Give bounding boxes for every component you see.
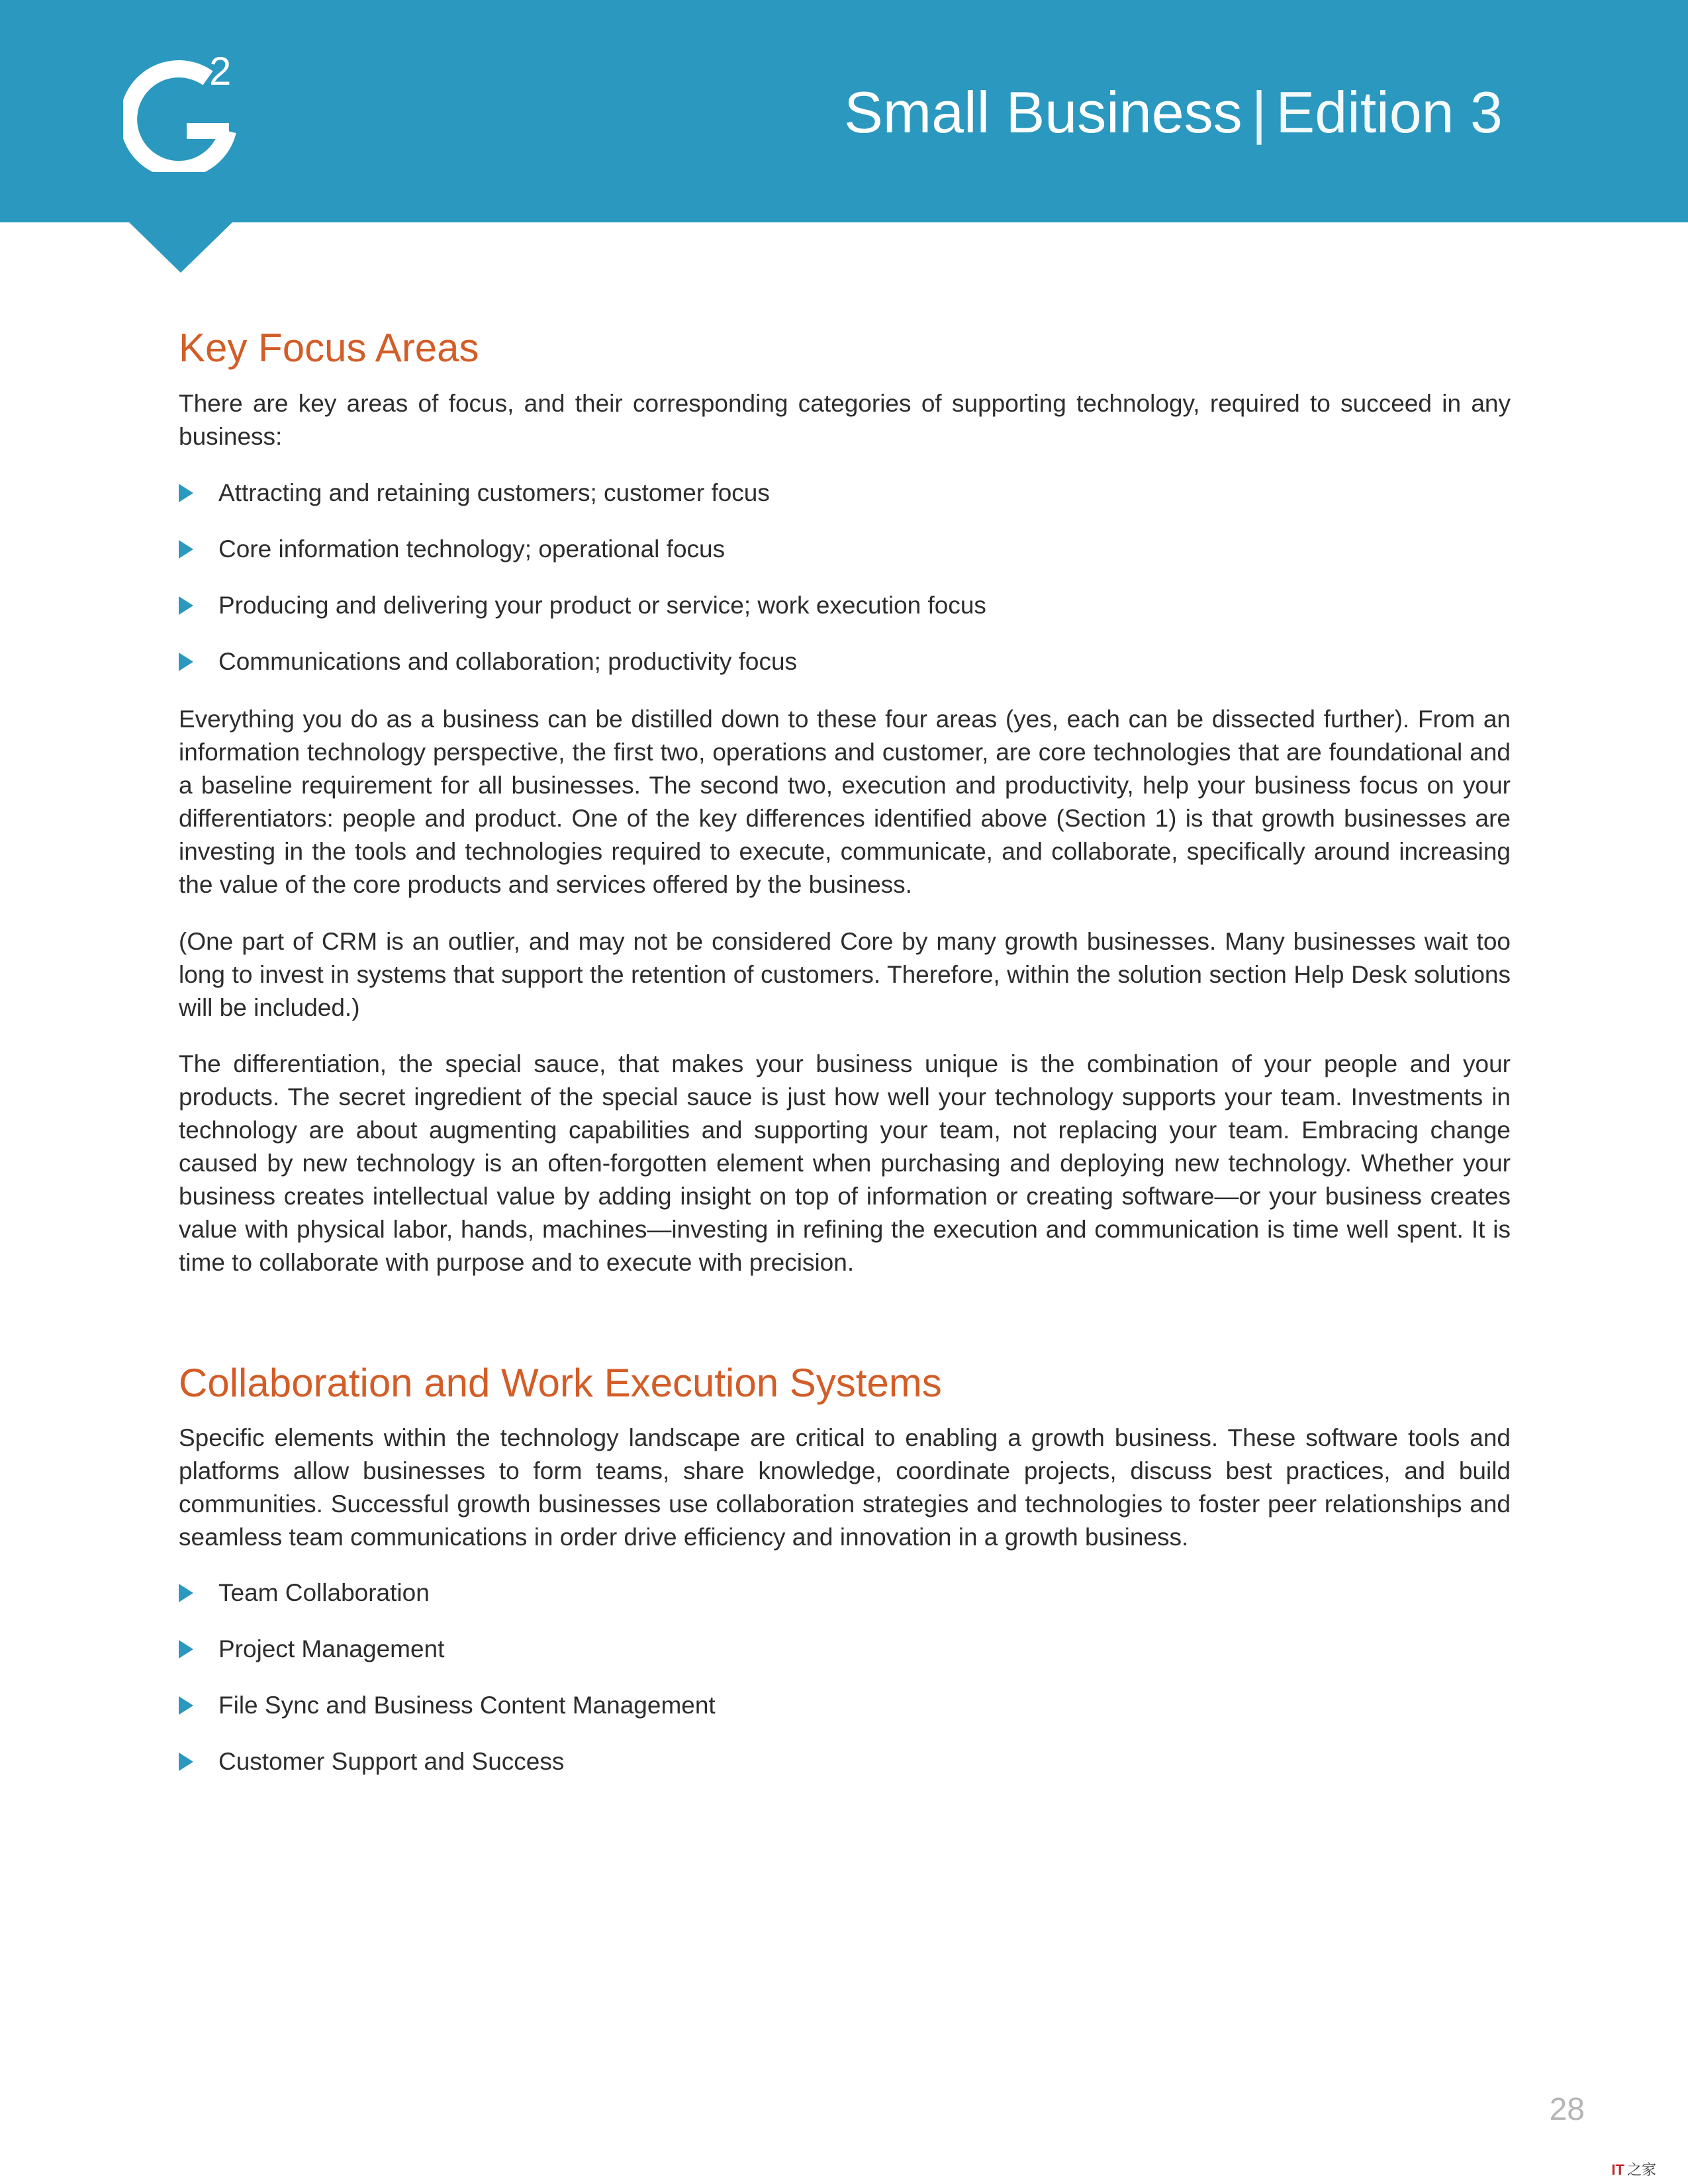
watermark-brand: IT [1611, 2161, 1624, 2178]
watermark [1611, 2159, 1656, 2179]
title-main: Small Business [844, 79, 1243, 145]
section-heading-key-focus-areas: Key Focus Areas [179, 326, 479, 370]
section1-paragraph-1: Everything you do as a business can be distilled down to these four areas (yes, each can be dissected further). From an information technology perspective, the first two, operations and customer, are core technologies that are foundational and a baseline requirement for all businesses. The second two, execution and productivity, help your business focus on your differentiators: people and product. One of the key differences identified above (Section 1) is that growth businesses are investing in the tools and technologies required to execute, communicate, and collaborate, specifically around increasing the value of the core products and services offered by the business. [179, 705, 1511, 898]
section2-intro: Specific elements within the technology landscape are critical to enabling a growth business. These software tools and platforms allow businesses to form teams, share knowledge, coordinate projects, discuss best practices, and build communities. Successful growth businesses use collaboration strategies and technologies to foster peer relationships and seamless team communications in order drive efficiency and innovation in a growth business. [179, 1424, 1511, 1551]
triangle-bullet-icon [179, 1752, 193, 1771]
systems-list [179, 1576, 1511, 1801]
header-notch [128, 221, 234, 273]
triangle-bullet-icon [179, 1640, 193, 1659]
list-item: Attracting and retaining customers; customer focus [179, 477, 1511, 510]
list-item: Core information technology; operational focus [179, 533, 1511, 566]
g2-logo-icon [123, 53, 246, 172]
list-item: Team Collaboration [179, 1576, 1511, 1610]
watermark-rest: 之家 [1626, 2161, 1656, 2178]
logo-superscript: 2 [209, 53, 232, 93]
triangle-bullet-icon [179, 540, 193, 559]
list-item: File Sync and Business Content Management [179, 1689, 1511, 1722]
report-title [844, 73, 1503, 152]
page-header [0, 0, 1688, 222]
list-item: Communications and collaboration; productivity focus [179, 645, 1511, 678]
triangle-bullet-icon [179, 1584, 193, 1602]
section1-paragraph-3: The differentiation, the special sauce, that makes your business unique is the combination of your people and your products. The secret ingredient of the special sauce is just how well your technology supports your team. Investments in technology are about augmenting capabilities and supporting your team, not replacing your team. Embracing change caused by new technology is an often-forgotten element when purchasing and deploying new technology. Whether your business creates intellectual value by adding insight on top of information or creating software—or your business creates value with physical labor, hands, machines—investing in refining the execution and communication is time well spent. It is time to collaborate with purpose and to execute with precision. [179, 1050, 1511, 1276]
section1-intro: There are key areas of focus, and their corresponding categories of supporting technology, required to succeed in any business: [179, 390, 1511, 450]
triangle-bullet-icon [179, 653, 193, 671]
title-edition: Edition 3 [1276, 79, 1503, 145]
list-item: Project Management [179, 1633, 1511, 1666]
title-separator: | [1251, 79, 1267, 145]
page-number: 28 [1549, 2092, 1585, 2127]
triangle-bullet-icon [179, 1696, 193, 1715]
triangle-bullet-icon [179, 484, 193, 502]
g2-logo [123, 53, 246, 172]
triangle-bullet-icon [179, 596, 193, 615]
list-item: Producing and delivering your product or service; work execution focus [179, 589, 1511, 622]
list-item: Customer Support and Success [179, 1745, 1511, 1778]
focus-areas-list [179, 477, 1511, 702]
section1-paragraph-2: (One part of CRM is an outlier, and may not be considered Core by many growth businesses. Many businesses wait too long to invest in systems that support the retention of customers. Therefore, within the solution section Help Desk solutions will be included.) [179, 928, 1511, 1021]
section-heading-collaboration: Collaboration and Work Execution Systems [179, 1361, 942, 1405]
